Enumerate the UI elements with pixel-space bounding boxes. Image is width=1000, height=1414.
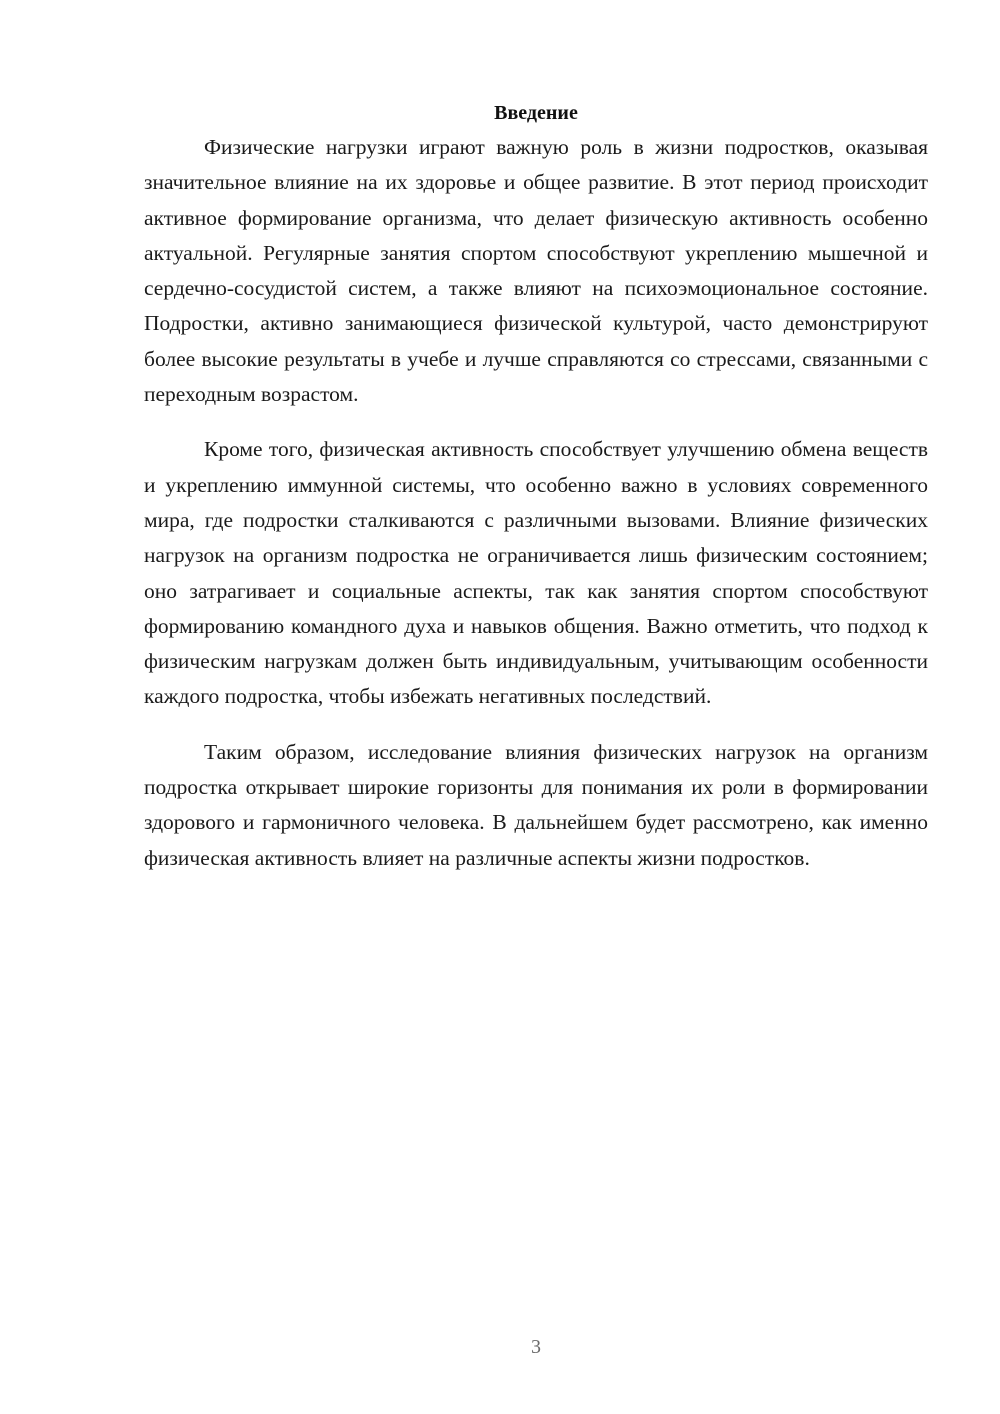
page-content [144, 98, 928, 876]
paragraph-2: Кроме того, физическая активность способствует улучшению обмена веществ и укреплению иммунной системы, что особенно важно в условиях современного мира, где подростки сталкиваются с различными вызовами. Влияние физических нагрузок на организм подростка не ограничивается лишь физическим состоянием; оно затрагивает и социальные аспекты, так как занятия спортом способствуют формированию командного духа и навыков общения. Важно отметить, что подход к физическим нагрузкам должен быть индивидуальным, учитывающим особенности каждого подростка, чтобы избежать негативных последствий. [144, 437, 928, 709]
section-title: Введение [494, 102, 578, 124]
page-number: 3 [531, 1336, 541, 1358]
paragraph-3: Таким образом, исследование влияния физических нагрузок на организм подростка открывает широкие горизонты для понимания их роли в формировании здорового и гармоничного человека. В дальнейшем будет рассмотрено, как именно физическая активность влияет на различные аспекты жизни подростков. [144, 739, 928, 870]
paragraph-1: Физические нагрузки играют важную роль в жизни подростков, оказывая значительное влияние на их здоровье и общее развитие. В этот период происходит активное формирование организма, что делает физическую активность особенно актуальной. Регулярные занятия спортом способствуют укреплению мышечной и сердечно-сосудистой систем, а также влияют на психоэмоциональное состояние. Подростки, активно занимающиеся физической культурой, часто демонстрируют более высокие результаты в учебе и лучше справляются со стрессами, связанными с переходным возрастом. [144, 135, 928, 407]
